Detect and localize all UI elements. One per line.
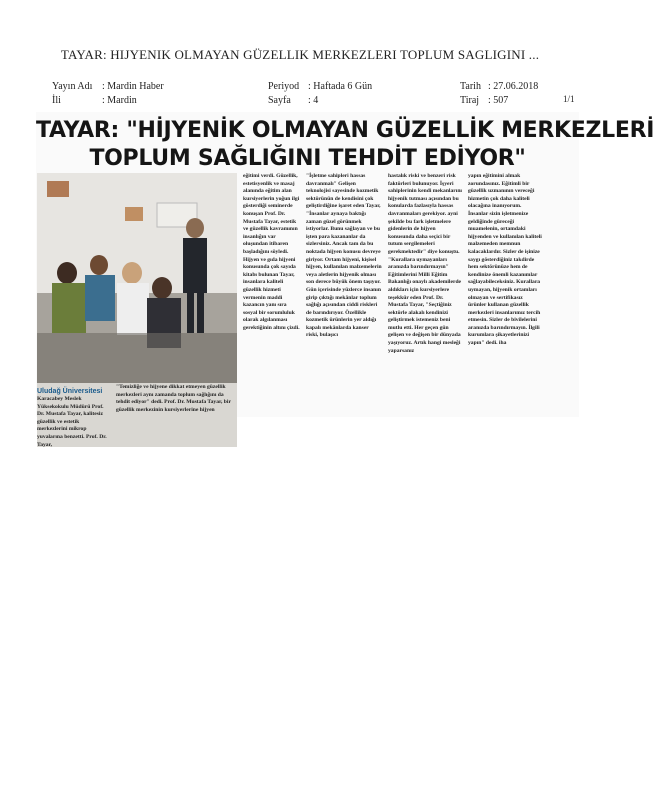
meta-publication [52, 80, 164, 108]
article-column-4 [306, 173, 382, 340]
column-text: "İşletme sahipleri hassas davranmalı" Gelişen teknolojisi sayesinde kozmetik sektörünün de kendisini çok geliştirdiğine işaret eden Tayar, "İnsanlar aynaya baktığı zaman güzel görünmek istiyorlar. Bunu sağlayan ve bu işten para kazananlar da sizlersiniz. Ancak tam da bu noktada hijyen konusu devreye giriyor. Ortam hijyeni, kişisel hijyen, kullanılan malzemelerin veya aletlerin hijyenik olması son derece büyük önem taşıyor. Gün içerisinde yüzlerce insanın girip çıktığı mekânlar toplum sağlığı açısından ciddi riskleri de barındırıyor. Özellikle kozmetik ürünlerin yer aldığı kapalı mekânlarda kanser riski, bulaşıcı [306, 173, 382, 339]
article-column-6 [468, 173, 542, 348]
meta-value: : 4 [308, 95, 319, 106]
article-column-1 [37, 396, 109, 449]
article-column-5 [388, 173, 462, 355]
photo-caption: Uludağ Üniversitesi [37, 388, 103, 395]
meta-value: : Mardin Haber [102, 81, 164, 92]
meta-value: : 27.06.2018 [488, 81, 539, 92]
meta-period [268, 80, 372, 108]
meta-date [460, 80, 538, 108]
meta-value: : Mardin [102, 95, 137, 106]
meta-label: Yayın Adı [52, 81, 93, 92]
article-column-2 [116, 384, 236, 414]
column-text: Karacabey Meslek Yüksekokulu Müdürü Prof. Dr. Mustafa Tayar, kalitesiz güzellik ve estetik merkezlerini mikrop yuvalarına benzetti. Prof. Dr. Tayar, [37, 396, 107, 448]
meta-label: Periyod [268, 81, 300, 92]
meta-label: Sayfa [268, 95, 291, 106]
headline-line-1: TAYAR: "HİJYENİK OLMAYAN GÜZELLİK MERKEZLERİ [36, 118, 654, 143]
meta-value: : Haftada 6 Gün [308, 81, 373, 92]
newspaper-clipping [36, 112, 654, 448]
seminar-photo-illustration [37, 173, 237, 383]
column-text: "Temizliğe ve hijyene dikkat etmeyen güzellik merkezleri aynı zamanda toplum sağlığını da tehdit ediyor" dedi. Prof. Dr. Mustafa Tayar, bir güzellik merkezinin kursiyerlerine hijyen [116, 384, 231, 413]
meta-label: İli [52, 95, 61, 106]
meta-label: Tiraj [460, 95, 480, 106]
column-text: hastalık riski ve benzeri risk faktörleri bulunuyor. İşyeri sahiplerinin kendi mekanlarını hijyenik tutması açısından bu konularda fazlasıyla hassas davranmaları gerekiyor. ayni şekilde bu fark işletmelere gidenlerin de hijyen konusunda daha seçici bir tutum sergilemeleri gerekmektedir" diye konuştu. "Kurallara uymayanları aranızda barındırmayın" Eğitimlerini Milli Eğitim Bakanlığı onaylı akademilerde aldıkları için kursiyerlere teşekkür eden Prof. Dr. Mustafa Tayar, "Seçtiğiniz sektörle alakalı kendinizi geliştirmek istemeniz beni mutlu etti. Her geçen gün gelişen ve değişen bir dünyada yaşıyoruz. Artık hangi mesleği yaparsanız [388, 173, 462, 354]
headline-line-2: TOPLUM SAĞLIĞINI TEHDİT EDİYOR" [89, 146, 526, 171]
document-title: TAYAR: HIJYENIK OLMAYAN GÜZELLIK MERKEZLERI TOPLUM SAGLIGINI ... [60, 47, 540, 62]
column-text: yapın eğitimini almak zorundasınız. Eğitimli bir güzellik uzmanının vereceği hizmetin çok daha kaliteli olacağına inanıyorum. İnsanlar sizin işletmenize geldiğinde güreceği muamelenin, ortamdaki hijyenden ve kullanılan kaliteli malzemeden memnun kalacaklardır. Sizler de işinize saygı gösterdiğiniz takdirde hem sektörünüze hem de kendinize önemli kazanımlar sağlayabileceksiniz. Kurallara uymayan, hijyenik ortamları olmayan ve sertifikasız ürünler kullanan güzellik merkezleri insanlarımız tercih etmesin. Sizler de bivilelerini aranızda barındırmayın. İlgili kurumlara şikayetlerinizi yapın" dedi. iha [468, 173, 542, 347]
meta-value: : 507 [488, 95, 509, 106]
article-column-3 [243, 173, 301, 332]
meta-label: Tarih [460, 81, 481, 92]
page-count: 1/1 [563, 94, 575, 104]
column-text: eğitimi verdi. Güzellik, estetisyenlik ve masaj alanında eğitim alan kursiyerlerin yoğun ilgi gösterdiği seminerde konuşan Prof. Dr. Mustafa Tayar, estetik ve güzellik kavramının insanlığın var oluşundan itibaren başladığını söyledi. Hijyen ve gıda hijyeni konusunda çok sayıda kitabı bulunan Tayar, insanlara kaliteli güzellik hizmeti vermenin maddi kazancın yanı sıra sosyal bir sorumluluk olarak algılanması gerektiğinin altını çizdi. [243, 173, 300, 331]
